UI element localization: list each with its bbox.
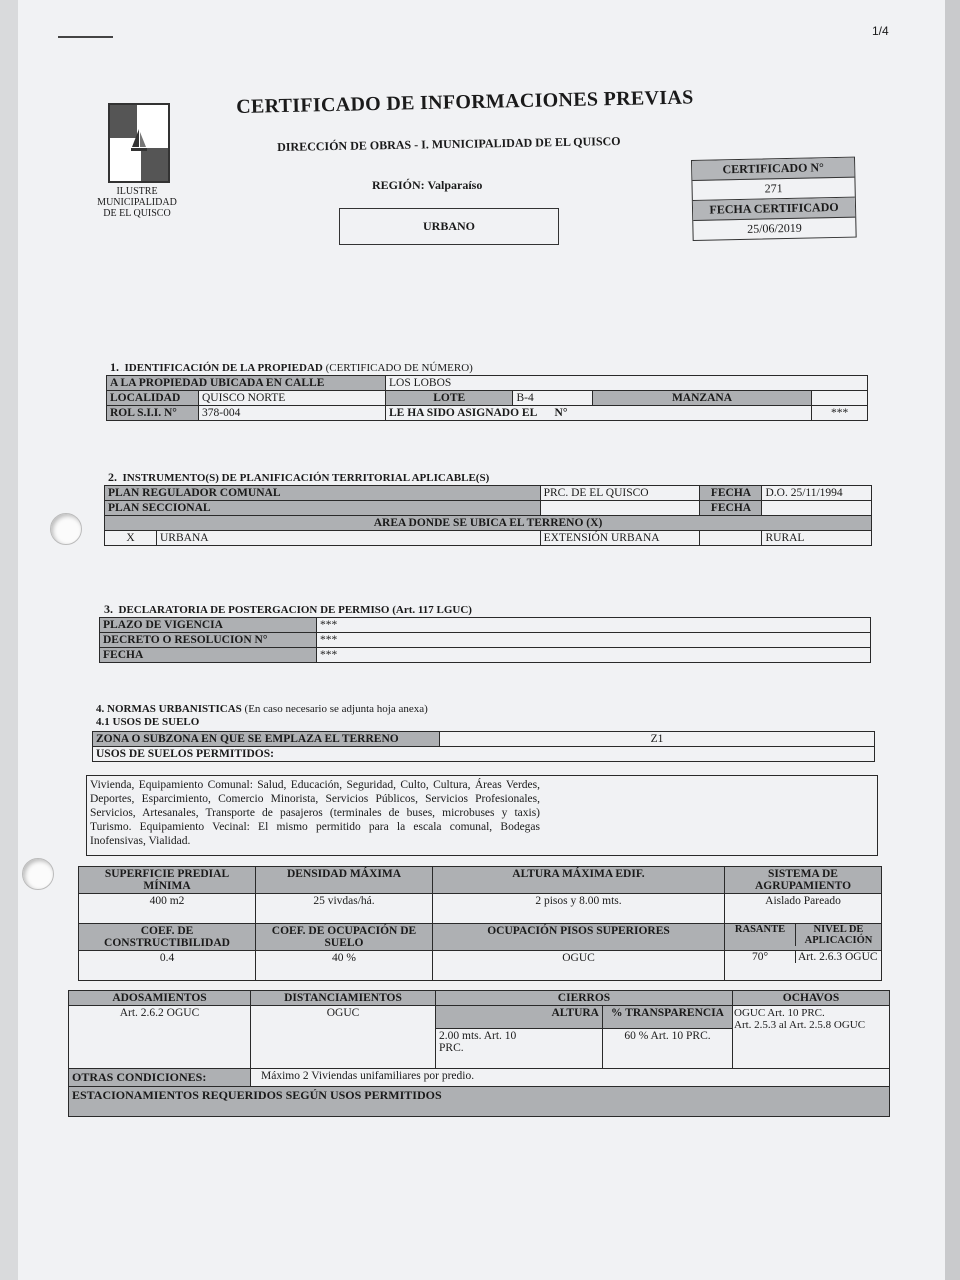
page-edge [945, 0, 960, 1280]
calle-value: LOS LOBOS [386, 376, 868, 391]
zona-label: ZONA O SUBZONA EN QUE SE EMPLAZA EL TERRENO [93, 732, 440, 747]
localidad-value: QUISCO NORTE [199, 391, 386, 406]
plazo-value: *** [317, 618, 871, 633]
extension-mark [700, 531, 762, 546]
coef-ocup-label: COEF. DE OCUPACIÓN DE SUELO [256, 924, 433, 951]
section-4-heading: 4. NORMAS URBANISTICAS (En caso necesario se adjunta hoja anexa) 4.1 USOS DE SUELO [96, 703, 428, 728]
plazo-label: PLAZO DE VIGENCIA [100, 618, 317, 633]
region-label: REGIÓN: Valparaíso [372, 178, 483, 192]
fecha-label: FECHA [100, 648, 317, 663]
fecha-value: D.O. 25/11/1994 [762, 486, 872, 501]
certificate-info-box [691, 157, 857, 241]
certificate-date-value: 25/06/2019 [746, 220, 802, 236]
property-identification-table [106, 375, 868, 421]
decreto-value: *** [317, 633, 871, 648]
fecha-label: FECHA [700, 501, 762, 516]
normas-table-1 [78, 866, 882, 981]
calle-label: A LA PROPIEDAD UBICADA EN CALLE [107, 376, 386, 391]
altura-value: 2 pisos y 8.00 mts. [433, 894, 725, 924]
otras-condiciones-value: Máximo 2 Viviendas unifamiliares por predio. [251, 1069, 890, 1087]
adosamientos-label: ADOSAMIENTOS [69, 991, 251, 1006]
punch-hole [22, 858, 54, 890]
sailboat-icon [130, 127, 148, 155]
superficie-value: 400 m2 [79, 894, 256, 924]
cierros-transparencia-label: % TRANSPARENCIA [603, 1006, 733, 1029]
area-heading: AREA DONDE SE UBICA EL TERRENO (X) [105, 516, 872, 531]
certificate-number-label: CERTIFICADO N° [692, 158, 854, 181]
rol-value: 378-004 [199, 406, 386, 421]
rural-option: RURAL [762, 531, 872, 546]
localidad-label: LOCALIDAD [107, 391, 199, 406]
cierros-altura-value: 2.00 mts. Art. 10 PRC. [436, 1028, 603, 1069]
sistema-label: SISTEMA DE AGRUPAMIENTO [725, 867, 882, 894]
plan-seccional-value [540, 501, 700, 516]
fecha-value: *** [317, 648, 871, 663]
densidad-value: 25 vivdas/há. [256, 894, 433, 924]
cierros-altura-label: ALTURA [436, 1006, 603, 1029]
coef-const-label: COEF. DE CONSTRUCTIBILIDAD [79, 924, 256, 951]
rasante-nivel-header: RASANTE NIVEL DE APLICACIÓN [725, 924, 882, 951]
extension-urbana-option: EXTENSIÓN URBANA [540, 531, 700, 546]
coef-const-value: 0.4 [79, 951, 256, 981]
section-1-heading: 1. IDENTIFICACIÓN DE LA PROPIEDAD (CERTIFICADO DE NÚMERO) [110, 360, 473, 374]
ochavos-label: OCHAVOS [733, 991, 890, 1006]
lote-label: LOTE [386, 391, 513, 406]
densidad-label: DENSIDAD MÁXIMA [256, 867, 433, 894]
ocup-pisos-label: OCUPACIÓN PISOS SUPERIORES [433, 924, 725, 951]
usos-box [86, 775, 878, 856]
manzana-label: MANZANA [592, 391, 811, 406]
distanciamientos-label: DISTANCIAMIENTOS [251, 991, 436, 1006]
superficie-label: SUPERFICIE PREDIAL MÍNIMA [79, 867, 256, 894]
urbana-option: URBANA [157, 531, 541, 546]
ocup-pisos-value: OGUC [433, 951, 725, 981]
asignado-label: LE HA SIDO ASIGNADO EL N° [386, 406, 812, 421]
altura-label: ALTURA MÁXIMA EDIF. [433, 867, 725, 894]
zone-type-box: URBANO [339, 208, 559, 245]
postponement-table [99, 617, 871, 663]
page-number: 1/4 [872, 24, 889, 38]
cierros-label: CIERROS [436, 991, 733, 1006]
document-title: CERTIFICADO DE INFORMACIONES PREVIAS [236, 86, 694, 118]
certificate-number-value: 271 [692, 178, 854, 201]
section-3-heading: 3. DECLARATORIA DE POSTERGACION DE PERMISO (Art. 117 LGUC) [104, 602, 472, 616]
municipal-crest-logo [108, 103, 170, 183]
punch-hole [50, 513, 82, 545]
document-subtitle: DIRECCIÓN DE OBRAS - I. MUNICIPALIDAD DE EL QUISCO [277, 134, 621, 154]
normas-table-2 [68, 990, 890, 1117]
cierros-transparencia-value: 60 % Art. 10 PRC. [603, 1028, 733, 1069]
plan-regulador-value: PRC. DE EL QUISCO [540, 486, 700, 501]
decreto-label: DECRETO O RESOLUCION N° [100, 633, 317, 648]
rasante-nivel-values: 70° Art. 2.6.3 OGUC [725, 951, 882, 981]
sistema-value: Aislado Pareado [725, 894, 882, 924]
rol-label: ROL S.I.I. N° [107, 406, 199, 421]
lote-value: B-4 [513, 391, 592, 406]
plan-seccional-label: PLAN SECCIONAL [105, 501, 541, 516]
usos-label: USOS DE SUELOS PERMITIDOS: [93, 747, 875, 762]
coef-ocup-value: 40 % [256, 951, 433, 981]
distanciamientos-value: OGUC [251, 1006, 436, 1069]
planning-instruments-table [104, 485, 872, 546]
usos-text: Vivienda, Equipamiento Comunal: Salud, Educación, Seguridad, Culto, Cultura, Áreas Verdes, Deportes, Esparcimiento, Comercio Minorista, Servicios Públicos, Servicios Profesionales, Servicios, Artesanales, Transporte de pasajeros (terminales de buses, microbuses y taxis) Turismo. Equipamiento Vecinal: El mismo permitido para la escala comunal, Bodegas Inofensivas, Vialidad. [90, 779, 540, 847]
section-2-heading: 2. INSTRUMENTO(S) DE PLANIFICACIÓN TERRITORIAL APLICABLE(S) [108, 470, 490, 484]
pen-mark [58, 36, 113, 38]
manzana-value [812, 391, 868, 406]
fecha-label: FECHA [700, 486, 762, 501]
fecha-value [762, 501, 872, 516]
zona-table [92, 731, 875, 762]
zona-value: Z1 [440, 732, 875, 747]
urbana-mark: X [105, 531, 157, 546]
certificate-date-label: FECHA CERTIFICADO [693, 198, 855, 221]
otras-condiciones-label: OTRAS CONDICIONES: [69, 1069, 251, 1087]
ochavos-value: OGUC Art. 10 PRC. Art. 2.5.3 al Art. 2.5.8 OGUC [733, 1006, 890, 1069]
asignado-value: *** [812, 406, 868, 421]
adosamientos-value: Art. 2.6.2 OGUC [69, 1006, 251, 1069]
estacionamientos-label: ESTACIONAMIENTOS REQUERIDOS SEGÚN USOS PERMITIDOS [69, 1087, 890, 1117]
municipality-name: ILUSTRE MUNICIPALIDAD DE EL QUISCO [97, 186, 177, 219]
plan-regulador-label: PLAN REGULADOR COMUNAL [105, 486, 541, 501]
